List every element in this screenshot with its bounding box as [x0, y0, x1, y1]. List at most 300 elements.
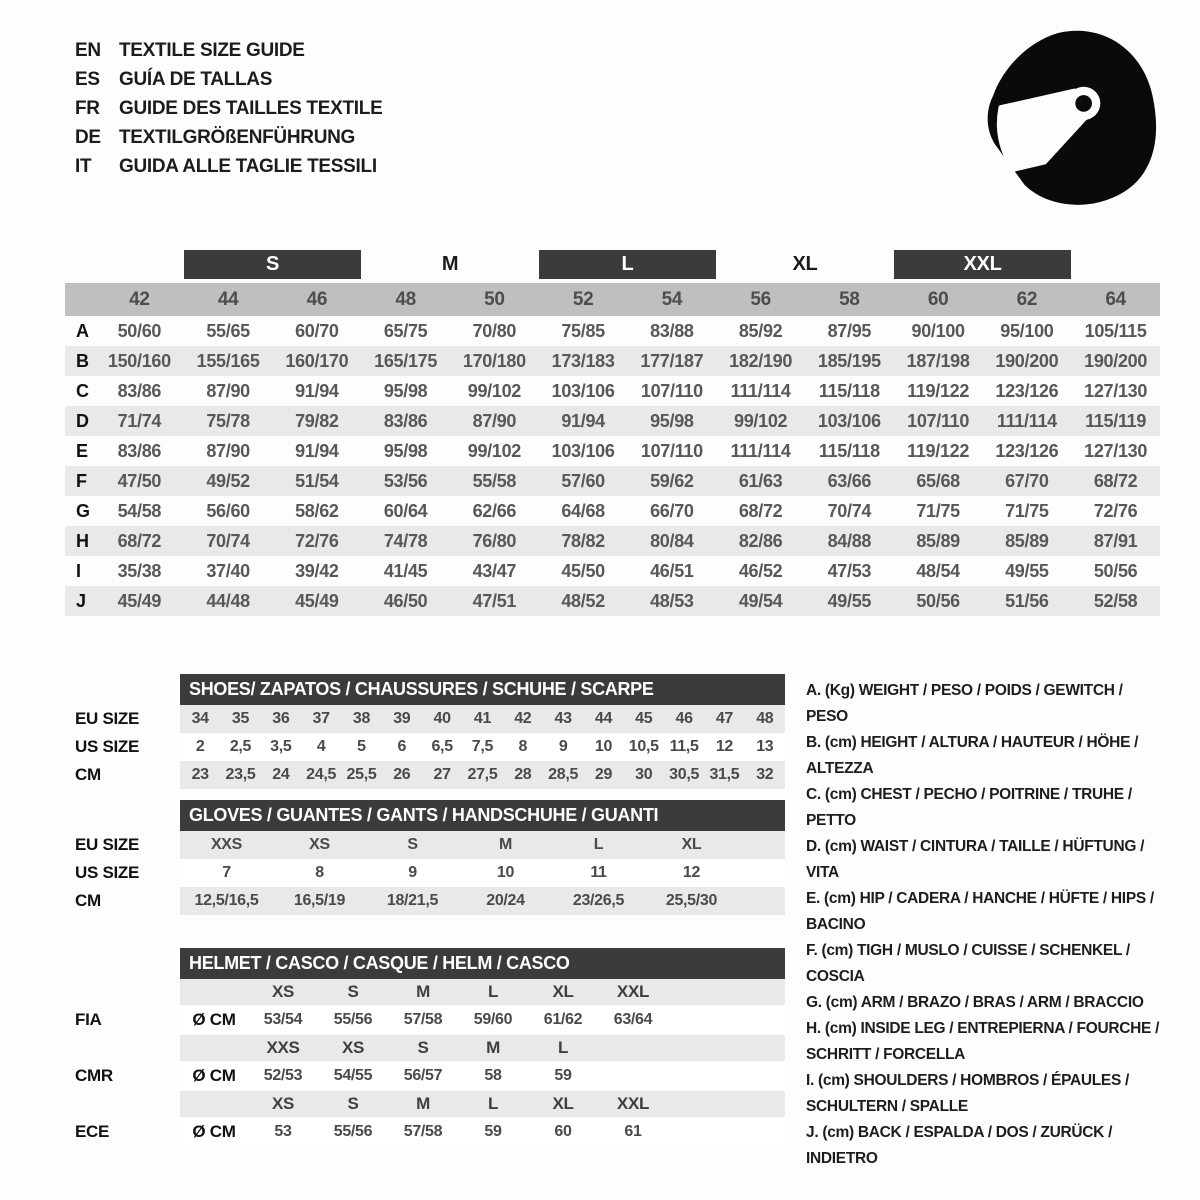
language-row — [75, 123, 382, 152]
size-cell: 51/54 — [273, 466, 362, 496]
row-label: H — [65, 526, 95, 556]
size-cell: 57/58 — [388, 1117, 458, 1147]
legend-item: B. (cm) HEIGHT / ALTURA / HAUTEUR / HÖHE / ALTEZZA — [806, 734, 1139, 777]
language-row — [75, 36, 382, 65]
filler-cell — [738, 859, 785, 887]
racing-helmet-icon — [972, 22, 1162, 207]
size-number-row — [65, 281, 1160, 316]
legend-item: J. (cm) BACK / ESPALDA / DOS / ZURÜCK / INDIETRO — [806, 1124, 1113, 1167]
legend-item: E. (cm) HIP / CADERA / HANCHE / HÜFTE / HIPS / BACINO — [806, 890, 1154, 933]
size-cell: 85/89 — [983, 526, 1072, 556]
helmet-size-row — [75, 1091, 785, 1117]
size-cell: 55/58 — [450, 466, 539, 496]
helmet-size-header: M — [458, 1035, 528, 1061]
size-cell: 39 — [382, 705, 422, 733]
helmet-size-header: XXS — [248, 1035, 318, 1061]
measurement-row — [65, 346, 1160, 376]
size-cell: 68/72 — [95, 526, 184, 556]
language-list — [75, 36, 382, 181]
size-cell: 87/95 — [827, 320, 872, 341]
size-cell: 28,5 — [543, 761, 583, 789]
corner-cell — [65, 281, 95, 316]
size-cell: 53/54 — [248, 1005, 318, 1035]
row-label: CM — [75, 887, 180, 915]
size-cell: 13 — [745, 733, 785, 761]
size-cell: 155/165 — [184, 346, 273, 376]
size-cell: 66/70 — [650, 500, 694, 521]
table-title: HELMET / CASCO / CASQUE / HELM / CASCO — [180, 948, 785, 979]
measurement-row — [65, 466, 1160, 496]
unit-gap — [180, 1035, 248, 1061]
size-cell: 59/60 — [458, 1005, 528, 1035]
size-cell: 107/110 — [640, 380, 703, 401]
size-cell: 95/98 — [628, 406, 717, 436]
size-column-header: 64 — [1071, 281, 1160, 316]
size-cell: 6 — [382, 733, 422, 761]
language-code: ES — [75, 69, 100, 90]
row-label-gap — [75, 1091, 180, 1117]
size-cell: 51/56 — [983, 586, 1072, 616]
size-cell: 24 — [261, 761, 301, 789]
size-cell: 27 — [422, 761, 462, 789]
table-title: GLOVES / GUANTES / GANTS / HANDSCHUHE / GUANTI — [180, 800, 785, 831]
size-cell: 52/58 — [1071, 586, 1160, 616]
size-cell: 48 — [745, 705, 785, 733]
size-cell: 2 — [180, 733, 220, 761]
size-cell: 62/66 — [472, 500, 517, 521]
size-cell: 55/56 — [318, 1117, 388, 1147]
row-label: G — [76, 500, 90, 521]
language-row — [75, 65, 382, 94]
size-cell: 95/100 — [1000, 320, 1054, 341]
filler-cell — [668, 1005, 785, 1035]
size-cell: 177/187 — [628, 346, 717, 376]
size-cell: 65/68 — [894, 466, 983, 496]
size-cell: 49/52 — [184, 466, 273, 496]
size-cell: 52/53 — [248, 1061, 318, 1091]
measurement-row — [65, 556, 1160, 586]
size-cell: 60/64 — [383, 500, 428, 521]
helmet-value-row — [75, 1061, 785, 1091]
helmet-size-header: M — [388, 1091, 458, 1117]
size-cell: 70/80 — [472, 320, 517, 341]
size-cell: 34 — [180, 705, 220, 733]
size-cell: 78/82 — [539, 526, 628, 556]
size-cell: 103/106 — [551, 440, 615, 461]
size-cell: 90/100 — [911, 320, 965, 341]
size-cell: 39/42 — [295, 560, 339, 581]
table-title-row — [75, 800, 785, 831]
size-cell: 123/126 — [995, 380, 1059, 401]
helmet-size-header: M — [388, 979, 458, 1005]
helmet-size-row — [75, 979, 785, 1005]
size-cell: 85/92 — [738, 320, 783, 341]
size-cell: 70/74 — [184, 526, 273, 556]
size-cell: 12 — [645, 859, 738, 887]
size-cell: 11,5 — [664, 733, 704, 761]
size-cell: 61 — [598, 1117, 668, 1147]
size-cell: 68/72 — [1071, 466, 1160, 496]
size-cell: XXS — [180, 831, 273, 859]
size-cell: 40 — [422, 705, 462, 733]
row-label: US SIZE — [75, 859, 180, 887]
size-cell: 182/190 — [716, 346, 805, 376]
measurement-row — [65, 586, 1160, 616]
size-cell: 44 — [583, 705, 623, 733]
size-cell: 47 — [704, 705, 744, 733]
row-label-gap — [75, 1035, 180, 1061]
size-cell: 60/70 — [295, 320, 339, 341]
diameter-cm-label: Ø CM — [180, 1005, 248, 1035]
size-cell: 119/122 — [907, 380, 970, 401]
helmet-size-header: XS — [318, 1035, 388, 1061]
size-cell: 103/106 — [551, 380, 615, 401]
size-cell: 57/58 — [388, 1005, 458, 1035]
size-cell: 32 — [745, 761, 785, 789]
size-cell: 54/55 — [318, 1061, 388, 1091]
size-cell: 82/86 — [716, 526, 805, 556]
size-cell: 79/82 — [273, 406, 362, 436]
size-cell: 190/200 — [1071, 346, 1160, 376]
unit-gap — [180, 1091, 248, 1117]
size-cell: 55/56 — [318, 1005, 388, 1035]
standard-label-cmr: CMR — [75, 1061, 180, 1091]
title-gap — [75, 674, 180, 705]
helmet-size-header: XL — [528, 1091, 598, 1117]
size-cell: XL — [645, 831, 738, 859]
size-cell: 3,5 — [261, 733, 301, 761]
size-cell: 23,5 — [220, 761, 260, 789]
main-size-table — [65, 250, 1160, 616]
size-cell: 56/57 — [388, 1061, 458, 1091]
size-cell: 87/90 — [206, 440, 250, 461]
size-cell: L — [552, 831, 645, 859]
size-cell: 36 — [261, 705, 301, 733]
size-cell: 42 — [503, 705, 543, 733]
size-group-s: S — [184, 250, 362, 281]
gloves-size-table — [75, 800, 785, 915]
diameter-cm-label: Ø CM — [180, 1061, 248, 1091]
size-cell: 87/91 — [1071, 526, 1160, 556]
size-cell: 115/118 — [818, 380, 880, 401]
size-group-gap — [65, 250, 184, 281]
size-cell: 56/60 — [206, 500, 250, 521]
size-cell: 70/74 — [827, 500, 872, 521]
row-label: I — [76, 560, 81, 581]
language-row — [75, 152, 382, 181]
row-label: CM — [75, 761, 180, 789]
size-cell: 95/98 — [383, 440, 428, 461]
size-cell: 9 — [366, 859, 459, 887]
row-label-gap — [75, 979, 180, 1005]
size-cell: 30,5 — [664, 761, 704, 789]
size-cell: 107/110 — [894, 406, 983, 436]
size-cell: 99/102 — [467, 380, 521, 401]
size-cell: 83/88 — [650, 320, 694, 341]
size-cell: 50/56 — [1093, 560, 1138, 581]
size-cell: 49/55 — [805, 586, 894, 616]
helmet-size-row — [75, 1035, 785, 1061]
measurement-legend — [806, 678, 1168, 1172]
filler-cell — [668, 979, 785, 1005]
size-cell: 45 — [624, 705, 664, 733]
size-cell: 119/122 — [907, 440, 970, 461]
size-cell: 68/72 — [738, 500, 783, 521]
size-cell: 58 — [458, 1061, 528, 1091]
measurement-row — [65, 496, 1160, 526]
size-column-header: 46 — [273, 281, 362, 316]
helmet-size-header: XXL — [598, 1091, 668, 1117]
size-cell: 65/75 — [383, 320, 428, 341]
size-cell: 99/102 — [467, 440, 521, 461]
size-cell: 35 — [220, 705, 260, 733]
size-cell: 71/75 — [916, 500, 960, 521]
size-cell: 47/53 — [827, 560, 872, 581]
size-cell: 44/48 — [184, 586, 273, 616]
size-cell: M — [459, 831, 552, 859]
size-cell: 35/38 — [117, 560, 162, 581]
language-label: GUÍA DE TALLAS — [119, 69, 273, 90]
size-cell: 75/85 — [561, 320, 605, 341]
row-label: US SIZE — [75, 733, 180, 761]
size-cell: 9 — [543, 733, 583, 761]
size-cell: 83/86 — [117, 440, 162, 461]
title-gap — [75, 948, 180, 979]
helmet-size-header: S — [318, 979, 388, 1005]
size-cell: 173/183 — [539, 346, 628, 376]
size-cell: 25,5 — [341, 761, 381, 789]
measurement-row — [65, 376, 1160, 406]
size-cell: 54/58 — [117, 500, 162, 521]
language-code: DE — [75, 127, 101, 148]
size-cell: 71/74 — [95, 406, 184, 436]
size-cell: 59 — [458, 1117, 528, 1147]
size-cell: 28 — [503, 761, 543, 789]
legend-item: D. (cm) WAIST / CINTURA / TAILLE / HÜFTUNG / VITA — [806, 838, 1145, 881]
size-cell: 7 — [180, 859, 273, 887]
measurement-row — [65, 436, 1160, 466]
unit-gap — [180, 979, 248, 1005]
helmet-size-header: L — [458, 1091, 528, 1117]
row-label: EU SIZE — [75, 831, 180, 859]
size-cell: 7,5 — [462, 733, 502, 761]
size-cell: S — [366, 831, 459, 859]
helmet-size-header: XS — [248, 979, 318, 1005]
size-group-m: M — [361, 250, 539, 281]
row-label: C — [76, 380, 89, 401]
filler-cell — [738, 887, 785, 915]
table-title-row — [75, 948, 785, 979]
size-cell: 64/68 — [561, 500, 605, 521]
size-cell: 43 — [543, 705, 583, 733]
table-row — [75, 887, 785, 915]
helmet-value-row — [75, 1005, 785, 1035]
table-row — [75, 859, 785, 887]
size-cell: 170/180 — [450, 346, 539, 376]
size-column-header: 54 — [628, 281, 717, 316]
size-cell: 61/62 — [528, 1005, 598, 1035]
filler-cell — [668, 1061, 785, 1091]
table-row — [75, 705, 785, 733]
size-column-header: 44 — [184, 281, 273, 316]
size-cell: 76/80 — [450, 526, 539, 556]
size-cell: 37 — [301, 705, 341, 733]
size-cell: 58/62 — [295, 500, 339, 521]
size-cell: 38 — [341, 705, 381, 733]
helmet-size-header: S — [388, 1035, 458, 1061]
size-cell: 87/90 — [206, 380, 250, 401]
size-cell: 48/52 — [539, 586, 628, 616]
size-cell: 115/118 — [818, 440, 880, 461]
standard-label-fia: FIA — [75, 1005, 180, 1035]
filler-cell — [668, 1035, 785, 1061]
size-cell: 16,5/19 — [273, 887, 366, 915]
size-cell: 8 — [503, 733, 543, 761]
language-code: EN — [75, 40, 101, 61]
row-label: J — [65, 586, 95, 616]
helmet-size-header: XXL — [598, 979, 668, 1005]
shoes-size-table — [75, 674, 785, 789]
size-cell: 95/98 — [383, 380, 428, 401]
size-cell: 53/56 — [361, 466, 450, 496]
size-cell: 31,5 — [704, 761, 744, 789]
size-cell: 27,5 — [462, 761, 502, 789]
diameter-cm-label: Ø CM — [180, 1117, 248, 1147]
size-group-xl: XL — [716, 250, 894, 281]
size-cell: 160/170 — [273, 346, 362, 376]
size-cell: 107/110 — [640, 440, 703, 461]
size-cell: 23/26,5 — [552, 887, 645, 915]
standard-label-ece: ECE — [75, 1117, 180, 1147]
size-column-header: 58 — [805, 281, 894, 316]
legend-item: H. (cm) INSIDE LEG / ENTREPIERNA / FOURCHE / SCHRITT / FORCELLA — [806, 1020, 1160, 1063]
size-cell: 84/88 — [805, 526, 894, 556]
language-label: GUIDE DES TAILLES TEXTILE — [119, 98, 383, 119]
size-cell: 165/175 — [361, 346, 450, 376]
size-cell: 123/126 — [995, 440, 1059, 461]
size-cell: 12,5/16,5 — [180, 887, 273, 915]
size-cell: 49/55 — [1005, 560, 1049, 581]
size-cell: 59 — [528, 1061, 598, 1091]
size-column-header: 60 — [894, 281, 983, 316]
size-column-header: 62 — [983, 281, 1072, 316]
size-cell: 72/76 — [273, 526, 362, 556]
size-cell: 111/114 — [983, 406, 1072, 436]
filler-cell — [668, 1117, 785, 1147]
size-cell: 10 — [459, 859, 552, 887]
size-cell: 46/50 — [361, 586, 450, 616]
size-cell: 67/70 — [983, 466, 1072, 496]
size-cell: 23 — [180, 761, 220, 789]
row-label: F — [65, 466, 95, 496]
size-cell: 6,5 — [422, 733, 462, 761]
size-cell: 85/89 — [894, 526, 983, 556]
size-cell: 47/50 — [95, 466, 184, 496]
filler-cell — [668, 1091, 785, 1117]
helmet-size-header: L — [528, 1035, 598, 1061]
title-gap — [75, 800, 180, 831]
size-cell: 45/50 — [561, 560, 605, 581]
size-cell: 24,5 — [301, 761, 341, 789]
size-cell: 30 — [624, 761, 664, 789]
size-cell: 46 — [664, 705, 704, 733]
size-cell: 103/106 — [805, 406, 894, 436]
size-cell: 99/102 — [716, 406, 805, 436]
size-cell: 10 — [583, 733, 623, 761]
size-cell: 10,5 — [624, 733, 664, 761]
size-cell: 127/130 — [1084, 380, 1148, 401]
size-cell: 8 — [273, 859, 366, 887]
helmet-size-table — [75, 948, 785, 1147]
helmet-size-header: S — [318, 1091, 388, 1117]
size-cell: 29 — [583, 761, 623, 789]
size-cell: 115/119 — [1071, 406, 1160, 436]
size-cell: 185/195 — [805, 346, 894, 376]
size-cell: 12 — [704, 733, 744, 761]
size-group-l: L — [539, 250, 717, 281]
size-cell: 2,5 — [220, 733, 260, 761]
size-cell: 41/45 — [383, 560, 428, 581]
size-cell: 72/76 — [1093, 500, 1138, 521]
table-title-row — [75, 674, 785, 705]
size-cell: 49/54 — [716, 586, 805, 616]
size-cell: 59/62 — [628, 466, 717, 496]
legend-item: A. (Kg) WEIGHT / PESO / POIDS / GEWITCH / PESO — [806, 682, 1123, 725]
language-code: IT — [75, 156, 92, 177]
size-cell: 60 — [528, 1117, 598, 1147]
size-cell: 63/64 — [598, 1005, 668, 1035]
row-label: E — [76, 440, 88, 461]
size-cell: 91/94 — [539, 406, 628, 436]
size-column-header: 52 — [539, 281, 628, 316]
table-row — [75, 733, 785, 761]
size-column-header: 50 — [450, 281, 539, 316]
row-label: A — [76, 320, 89, 341]
filler-cell — [598, 1061, 668, 1091]
size-cell: 91/94 — [295, 440, 339, 461]
size-cell: 74/78 — [361, 526, 450, 556]
size-cell: 57/60 — [539, 466, 628, 496]
legend-item: C. (cm) CHEST / PECHO / POITRINE / TRUHE / PETTO — [806, 786, 1132, 829]
size-cell: 75/78 — [184, 406, 273, 436]
size-cell: 4 — [301, 733, 341, 761]
size-group-row — [65, 250, 1160, 281]
size-cell: 91/94 — [295, 380, 339, 401]
size-cell: 127/130 — [1084, 440, 1148, 461]
size-cell: 20/24 — [459, 887, 552, 915]
helmet-size-header: XS — [248, 1091, 318, 1117]
table-row — [75, 831, 785, 859]
size-cell: 11 — [552, 859, 645, 887]
language-label: TEXTILE SIZE GUIDE — [119, 40, 305, 61]
size-cell: 45/49 — [95, 586, 184, 616]
language-label: GUIDA ALLE TAGLIE TESSILI — [119, 156, 377, 177]
size-cell: 46/51 — [650, 560, 694, 581]
size-cell: 187/198 — [894, 346, 983, 376]
helmet-size-header: XL — [528, 979, 598, 1005]
size-cell: 105/115 — [1084, 320, 1147, 341]
size-column-header: 48 — [361, 281, 450, 316]
table-title: SHOES/ ZAPATOS / CHAUSSURES / SCHUHE / SCARPE — [180, 674, 785, 705]
row-label: B — [65, 346, 95, 376]
size-cell: 46/52 — [738, 560, 783, 581]
size-cell: 26 — [382, 761, 422, 789]
size-cell: 48/54 — [916, 560, 960, 581]
helmet-value-row — [75, 1117, 785, 1147]
measurement-row — [65, 526, 1160, 556]
size-cell: 43/47 — [472, 560, 517, 581]
size-cell: 83/86 — [117, 380, 162, 401]
